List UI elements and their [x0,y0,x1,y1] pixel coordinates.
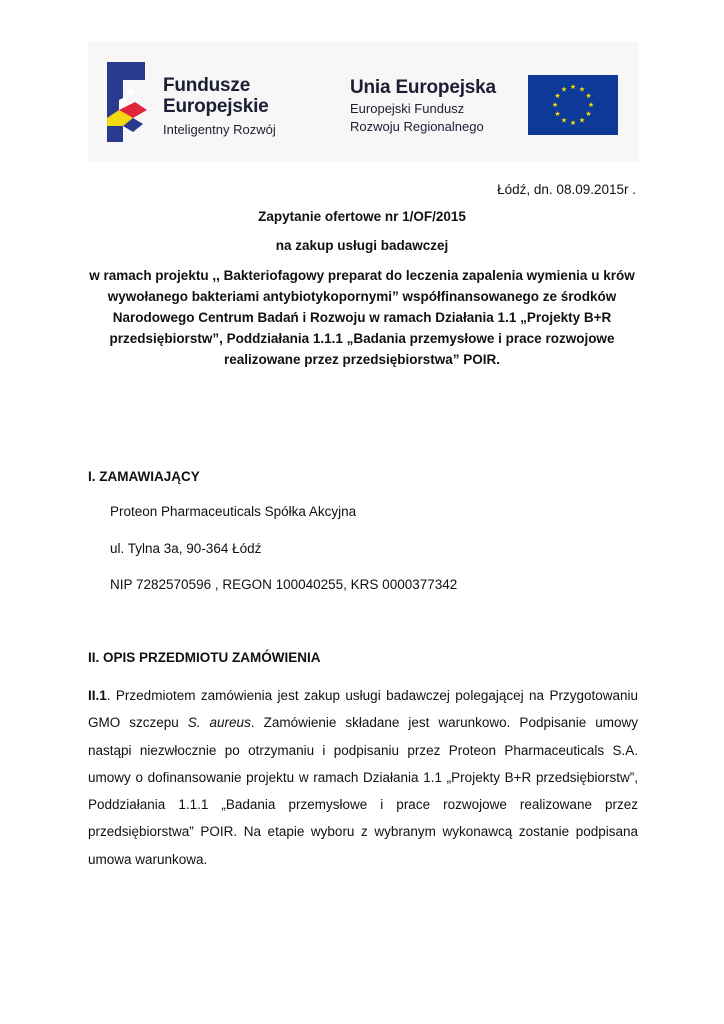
svg-text:★: ★ [560,116,568,125]
fe-logo-line1: Fundusze [163,75,251,96]
ue-logo-line1: Unia Europejska [350,77,496,98]
eu-flag-icon [528,75,618,135]
svg-text:★: ★ [569,83,577,91]
ue-logo-line3: Rozwoju Regionalnego [350,119,484,134]
svg-text:★: ★ [560,85,568,94]
paragraph-text-part2: . Zamówienie składane jest warunkowo. Podpisanie umowy nastąpi niezwłocznie po otrzymaniu i podpisaniu przez Proteon Pharmaceuticals S.A. umowy o dofinansowanie projektu w ramach Działania 1.1 „Projekty B+R przedsiębiorstw”, Poddziałania 1.1.1 „Badania przemysłowe i prace rozwojowe realizowane przez przedsiębiorstwa” POIR. Na etapie wyboru z wybranym wykonawcą zostanie podpisana umowa warunkowa. [88,715,638,867]
unia-europejska-wordmark [350,76,520,136]
ue-logo-line2: Europejski Fundusz [350,101,465,116]
company-address: ul. Tylna 3a, 90-364 Łódź [110,541,262,556]
paragraph-text-part1: . Przedmiotem zamówienia jest zakup usługi badawczej polegającej na Przygotowaniu GMO szczepu [88,688,638,731]
svg-text:★: ★ [587,101,595,109]
svg-text:★: ★ [578,116,586,125]
paragraph-label: II.1 [88,688,107,703]
logo-header [88,42,638,162]
company-identifiers: NIP 7282570596 , REGON 100040255, KRS 0000377342 [110,577,458,592]
paragraph-ii-1 [88,682,638,873]
svg-text:★: ★ [551,101,559,109]
fundusze-europejskie-wordmark [163,75,333,139]
section-heading-opis: II. OPIS PRZEDMIOTU ZAMÓWIENIA [88,650,321,665]
svg-text:★: ★ [578,85,586,94]
svg-text:★: ★ [554,110,561,118]
section-heading-zamawiajacy: I. ZAMAWIAJĄCY [88,469,200,484]
fe-logo-line3: Inteligentny Rozwój [163,122,276,137]
svg-text:★: ★ [554,92,561,100]
company-name: Proteon Pharmaceuticals Spółka Akcyjna [110,504,357,519]
svg-text:★: ★ [585,92,592,100]
project-description: w ramach projektu ,, Bakteriofagowy preparat do leczenia zapalenia wymienia u krów wywołanego bakteriami antybiotykopornymi” współfinansowanego ze środków Narodowego Centrum Badań i Rozwoju w ramach Działania 1.1 „Projekty B+R przedsiębiorstw”, Poddziałania 1.1.1 „Badania przemysłowe i prace rozwojowe realizowane przez przedsiębiorstwa” POIR. [89,268,635,367]
svg-text:★: ★ [569,119,577,127]
offer-title: Zapytanie ofertowe nr 1/OF/2015 [258,209,466,224]
paragraph-species-name: S. aureus [187,715,251,731]
offer-subtitle: na zakup usługi badawczej [275,238,449,253]
svg-text:★: ★ [585,110,592,118]
fe-logo-line2: Europejskie [163,96,269,117]
date-line: Łódź, dn. 08.09.2015r . [497,182,636,197]
fundusze-europejskie-logo-mark [105,62,149,142]
